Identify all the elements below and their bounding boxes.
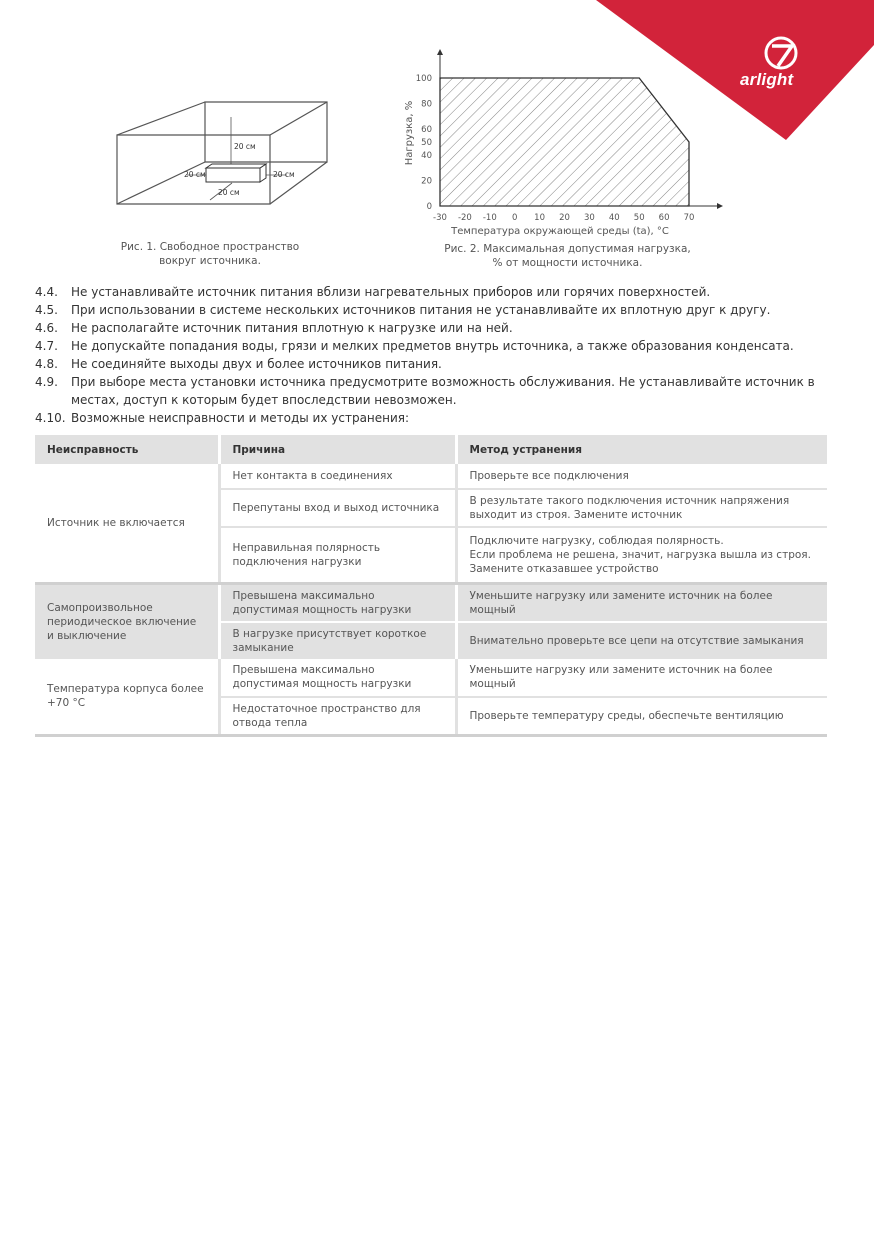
list-item xyxy=(35,319,835,337)
list-item xyxy=(35,301,835,319)
list-item-text: Возможные неисправности и методы их устранения: xyxy=(71,411,410,425)
fix-cell: Внимательно проверьте все цепи на отсутствие замыкания xyxy=(456,622,827,659)
table-row xyxy=(35,659,827,697)
list-item-number: 4.6. xyxy=(35,321,58,335)
list-item-text: При выборе места установки источника предусмотрите возможность обслуживания. Не устанавливайте источник в местах, доступ к которым будет впоследствии невозможен. xyxy=(71,375,815,407)
y-tick-label: 0 xyxy=(426,202,432,212)
x-tick-label: 20 xyxy=(559,213,570,223)
x-tick-label: 0 xyxy=(511,213,518,223)
x-tick-label: 50 xyxy=(633,213,645,223)
load-derating-chart xyxy=(395,45,735,240)
x-tick-label: 10 xyxy=(534,213,546,223)
x-tick-label: 70 xyxy=(683,213,695,223)
figure1-caption-line1: Рис. 1. Свободное пространство xyxy=(120,241,300,253)
fix-cell: Уменьшите нагрузку или замените источник на более мощный xyxy=(456,659,827,697)
list-item-text: Не устанавливайте источник питания вблизи нагревательных приборов или горячих поверхностей. xyxy=(71,285,711,299)
chart-y-ticks xyxy=(416,74,432,212)
brand-logo-text: arlight xyxy=(740,70,794,89)
cause-cell: Неправильная полярность подключения нагрузки xyxy=(219,527,456,583)
y-tick-label: 80 xyxy=(421,99,432,110)
cause-cell: Нет контакта в соединениях xyxy=(219,464,456,489)
column-header-cause: Причина xyxy=(219,435,456,464)
y-tick-label: 50 xyxy=(421,138,432,148)
chart-x-ticks xyxy=(433,213,694,223)
dim-label-bottom: 20 см xyxy=(218,188,240,197)
list-item xyxy=(35,355,835,373)
fix-cell: Проверьте температуру среды, обеспечьте вентиляцию xyxy=(456,697,827,736)
problem-cell: Самопроизвольное периодическое включение и выключение xyxy=(35,583,219,659)
list-item-text: При использовании в системе нескольких источников питания не устанавливайте их вплотную друг к другу. xyxy=(71,303,771,317)
table-row xyxy=(35,583,827,622)
cause-cell: В нагрузке присутствует короткое замыкание xyxy=(219,622,456,659)
column-header-problem: Неисправность xyxy=(35,435,219,464)
problem-cell: Источник не включается xyxy=(35,464,219,583)
x-tick-label: -30 xyxy=(433,213,447,223)
dim-label-left: 20 см xyxy=(184,170,206,179)
y-axis-arrow-icon xyxy=(437,49,443,55)
cause-cell: Перепутаны вход и выход источника xyxy=(219,489,456,527)
chart-y-axis-label: Нагрузка, % xyxy=(404,100,415,166)
x-tick-label: 40 xyxy=(608,213,620,223)
power-supply-shape xyxy=(206,168,260,182)
list-item xyxy=(35,409,835,427)
list-item-number: 4.10. xyxy=(35,411,66,425)
troubleshooting-table xyxy=(35,435,827,737)
list-item xyxy=(35,373,835,409)
list-item xyxy=(35,283,835,301)
chart-x-axis-label: Температура окружающей среды (ta), °С xyxy=(451,226,669,237)
list-item-text: Не соединяйте выходы двух и более источников питания. xyxy=(71,357,442,371)
dim-label-top: 20 см xyxy=(234,142,256,151)
x-tick-label: -20 xyxy=(457,213,472,223)
dim-label-right: 20 см xyxy=(273,170,295,179)
fix-cell: Уменьшите нагрузку или замените источник на более мощный xyxy=(456,583,827,622)
fix-cell: Подключите нагрузку, соблюдая полярность. Если проблема не решена, значит, нагрузка вышла из строя. Замените отказавшее устройство xyxy=(456,527,827,583)
y-tick-label: 20 xyxy=(421,176,432,187)
x-tick-label: -10 xyxy=(482,213,497,223)
figure1-caption-line2: вокруг источника. xyxy=(159,255,261,267)
instructions-list xyxy=(35,283,835,427)
x-axis-arrow-icon xyxy=(717,203,723,209)
list-item-text: Не располагайте источник питания вплотную к нагрузке или на ней. xyxy=(71,321,513,335)
chart-area-series xyxy=(440,78,689,206)
cause-cell: Превышена максимально допустимая мощность нагрузки xyxy=(219,659,456,697)
figure2-caption-line2: % от мощности источника. xyxy=(492,257,643,269)
fix-cell: В результате такого подключения источник напряжения выходит из строя. Замените источник xyxy=(456,489,827,527)
figure1-caption xyxy=(95,240,325,268)
fix-cell: Проверьте все подключения xyxy=(456,464,827,489)
cause-cell: Недостаточное пространство для отвода тепла xyxy=(219,697,456,736)
list-item xyxy=(35,337,835,355)
free-space-diagram xyxy=(100,90,340,215)
x-tick-label: 60 xyxy=(658,213,670,223)
list-item-number: 4.7. xyxy=(35,339,58,353)
problem-cell: Температура корпуса более +70 °С xyxy=(35,659,219,736)
list-item-number: 4.9. xyxy=(35,375,58,389)
y-tick-label: 100 xyxy=(415,74,432,84)
figure2-caption-line1: Рис. 2. Максимальная допустимая нагрузка, xyxy=(444,243,691,255)
table-row xyxy=(35,464,827,489)
chart-load-area xyxy=(440,78,689,206)
list-item-text: Не допускайте попадания воды, грязи и мелких предметов внутрь источника, а также образования конденсата. xyxy=(71,339,794,353)
figure2-caption xyxy=(430,242,705,270)
column-header-fix: Метод устранения xyxy=(456,435,827,464)
x-tick-label: 30 xyxy=(583,213,595,223)
list-item-number: 4.4. xyxy=(35,285,58,299)
table-header-row xyxy=(35,435,827,464)
y-tick-label: 40 xyxy=(421,150,432,161)
y-tick-label: 60 xyxy=(421,125,432,136)
cause-cell: Превышена максимально допустимая мощность нагрузки xyxy=(219,583,456,622)
list-item-number: 4.8. xyxy=(35,357,58,371)
list-item-number: 4.5. xyxy=(35,303,58,317)
